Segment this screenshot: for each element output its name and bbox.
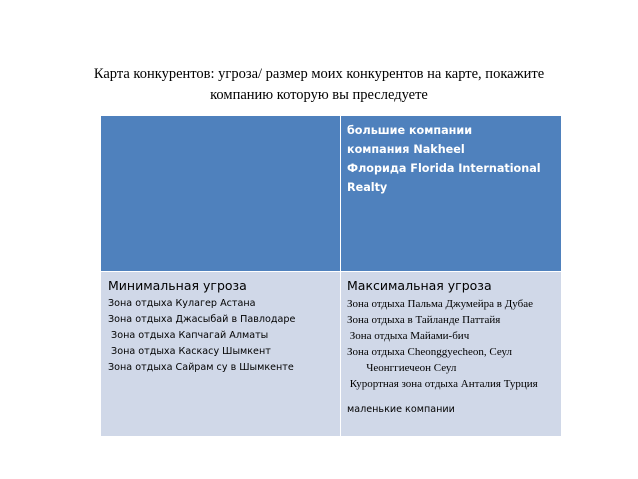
competitor-matrix	[101, 116, 561, 436]
big-companies-line: компания Nakheel	[347, 143, 465, 156]
max-threat-heading: Максимальная угроза	[347, 278, 492, 293]
list-item: Зона отдыха в Тайланде Паттайя	[347, 314, 501, 326]
list-item: Чеонггиечеон Сеул	[347, 362, 457, 374]
list-item: Зона отдыха Кулагер Астана	[108, 298, 256, 309]
slide-title	[60, 64, 578, 106]
list-item: Зона отдыха Сайрам су в Шымкенте	[108, 362, 294, 373]
matrix-cell-top-right	[341, 116, 561, 271]
list-item: Зона отдыха Майами-бич	[347, 330, 470, 342]
big-companies-line: Флорида Florida International	[347, 162, 541, 175]
max-threat-list	[347, 296, 555, 392]
list-item: Курортная зона отдыха Анталия Турция	[347, 378, 538, 390]
title-line-1: Карта конкурентов: угроза/ размер моих конкурентов на карте, покажите	[93, 66, 545, 82]
big-companies-line: большие компании	[347, 124, 473, 137]
matrix-cell-top-left	[101, 116, 340, 271]
list-item: Зона отдыха Cheonggyecheon, Сеул	[347, 346, 512, 358]
matrix-cell-bottom-right	[341, 272, 561, 436]
min-threat-list	[108, 296, 333, 376]
list-item: Зона отдыха Капчагай Алматы	[108, 330, 269, 341]
small-companies-label: маленькие компании	[347, 404, 455, 415]
list-item: Зона отдыха Джасыбай в Павлодаре	[108, 314, 296, 325]
matrix-cell-bottom-left	[101, 272, 340, 436]
list-item: Зона отдыха Пальма Джумейра в Дубае	[347, 298, 533, 310]
min-threat-heading: Минимальная угроза	[108, 278, 247, 293]
big-companies-line: Realty	[347, 181, 388, 194]
list-item: Зона отдыха Каскасу Шымкент	[108, 346, 271, 357]
title-line-2: компанию которую вы преследуете	[210, 87, 428, 103]
